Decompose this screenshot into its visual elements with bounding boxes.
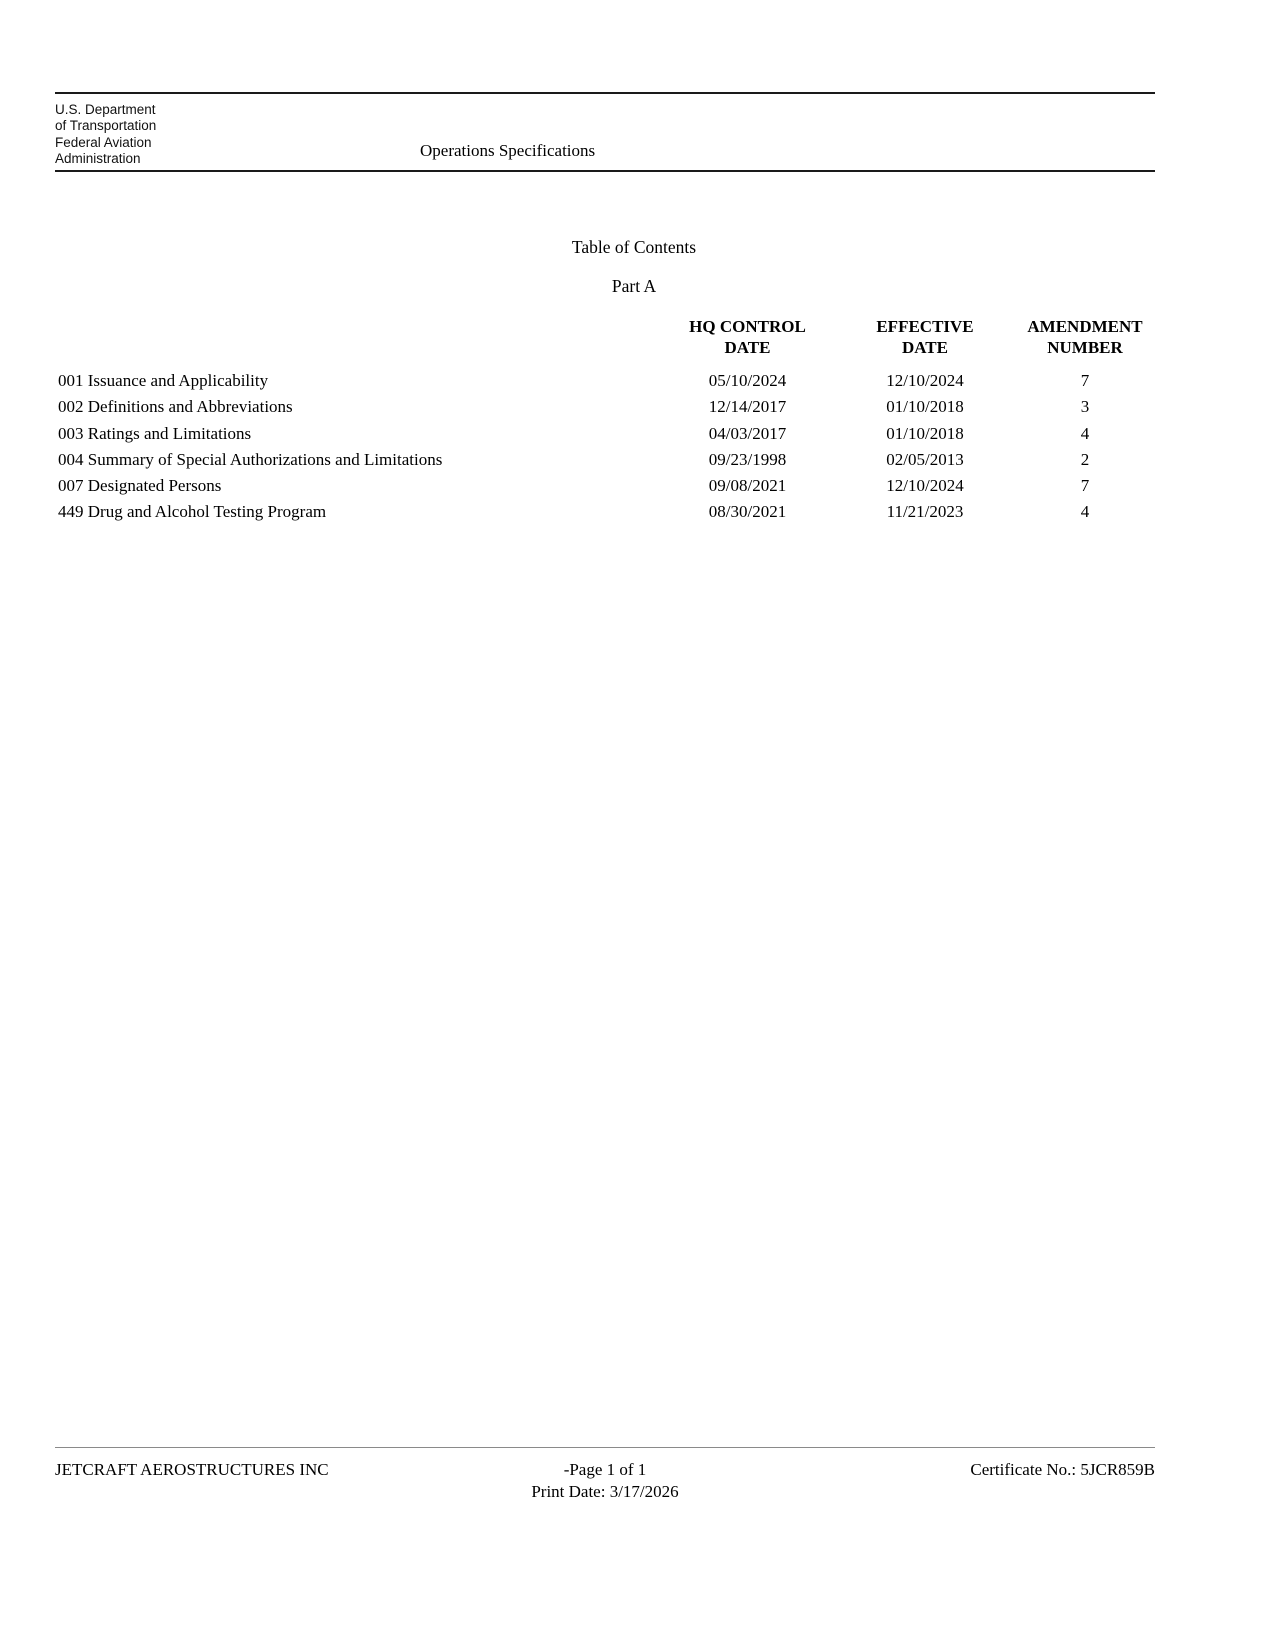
row-title: 001 Issuance and Applicability <box>58 371 269 390</box>
row-effective-date: 12/10/2024 <box>886 476 964 496</box>
agency-block <box>55 102 156 167</box>
table-header-spacer <box>55 358 1160 368</box>
column-header-effective-date-line1: EFFECTIVE <box>876 317 974 336</box>
footer-body <box>55 1448 1155 1518</box>
agency-line-1: U.S. Department <box>55 102 156 117</box>
column-header-amendment-number-line2: NUMBER <box>1047 338 1123 357</box>
column-header-effective-date <box>840 316 1010 358</box>
row-hq-control-date: 12/14/2017 <box>708 397 787 417</box>
part-heading: Part A <box>611 276 657 296</box>
agency-line-2: of Transportation <box>55 118 157 134</box>
row-title: 449 Drug and Alcohol Testing Program <box>58 502 327 522</box>
row-title: 003 Ratings and Limitations <box>58 423 252 443</box>
table-row[interactable] <box>55 394 1160 420</box>
row-amendment-number: 7 <box>1080 371 1090 390</box>
row-hq-control-date: 05/10/2024 <box>708 371 787 390</box>
footer-page-number: -Page 1 of 1 <box>563 1460 647 1479</box>
document-title: Operations Specifications <box>420 141 596 160</box>
table-of-contents-table <box>55 316 1160 526</box>
row-title: 004 Summary of Special Authorizations and Limitations <box>58 449 443 469</box>
footer-print-date: Print Date: 3/17/2026 <box>531 1482 679 1501</box>
column-header-hq-control-date-line1: HQ CONTROL <box>689 317 806 336</box>
column-header-hq-control-date-line2: DATE <box>724 338 771 357</box>
column-header-hq-control-date <box>655 316 840 358</box>
column-header-effective-date-line2: DATE <box>902 338 948 357</box>
row-amendment-number: 7 <box>1080 476 1090 496</box>
document-footer <box>55 1447 1155 1518</box>
document-header <box>55 92 1155 172</box>
table-row[interactable] <box>55 368 1160 394</box>
row-effective-date: 01/10/2018 <box>886 397 964 417</box>
table-of-contents-heading: Table of Contents <box>571 237 697 257</box>
row-hq-control-date: 04/03/2017 <box>708 423 787 443</box>
footer-operator-name: JETCRAFT AEROSTRUCTURES INC <box>55 1460 329 1479</box>
row-hq-control-date: 09/08/2021 <box>708 476 787 496</box>
table-row[interactable] <box>55 499 1160 525</box>
row-amendment-number: 4 <box>1080 502 1090 522</box>
column-header-title <box>55 316 655 358</box>
row-effective-date: 02/05/2013 <box>886 449 964 469</box>
row-hq-control-date: 09/23/1998 <box>708 449 787 469</box>
row-title: 002 Definitions and Abbreviations <box>58 397 293 417</box>
row-hq-control-date: 08/30/2021 <box>708 502 787 522</box>
row-amendment-number: 3 <box>1080 397 1090 417</box>
header-bottom-rule <box>55 170 1155 172</box>
row-effective-date: 01/10/2018 <box>886 423 964 443</box>
header-body <box>55 94 1155 170</box>
table-row[interactable] <box>55 447 1160 473</box>
table-header-row <box>55 316 1160 358</box>
agency-line-4: Administration <box>55 150 141 166</box>
column-header-amendment-number <box>1010 316 1160 358</box>
footer-certificate-number: Certificate No.: 5JCR859B <box>970 1460 1155 1479</box>
row-effective-date: 12/10/2024 <box>886 371 964 390</box>
row-amendment-number: 2 <box>1080 449 1090 469</box>
agency-line-3: Federal Aviation <box>55 134 152 150</box>
table-row[interactable] <box>55 421 1160 447</box>
column-header-amendment-number-line1: AMENDMENT <box>1027 317 1143 336</box>
row-title: 007 Designated Persons <box>58 476 222 496</box>
row-effective-date: 11/21/2023 <box>886 502 964 522</box>
row-amendment-number: 4 <box>1080 423 1090 443</box>
table-row[interactable] <box>55 473 1160 499</box>
